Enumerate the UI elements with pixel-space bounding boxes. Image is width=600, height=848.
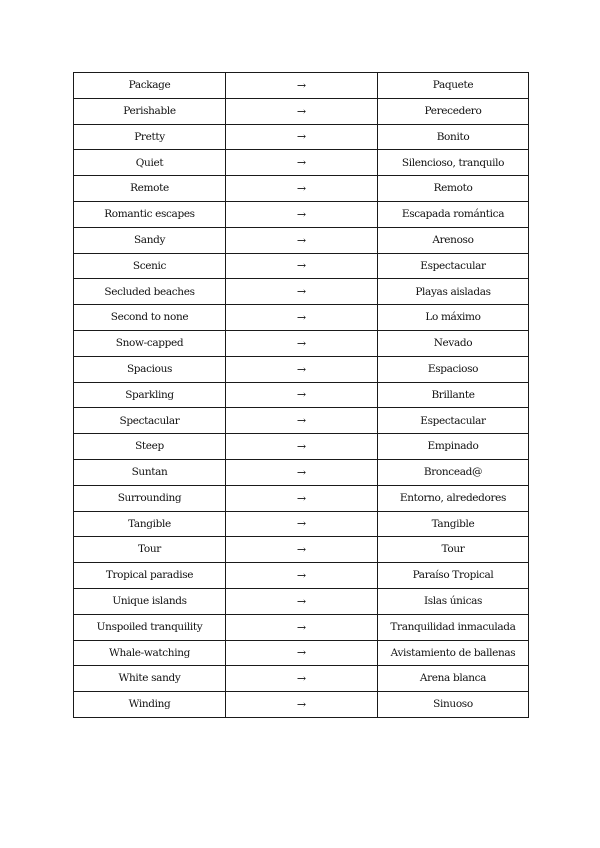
english-term: Scenic	[74, 253, 226, 279]
table-row	[74, 305, 529, 331]
spanish-translation: Avistamiento de ballenas	[378, 640, 529, 666]
arrow-icon: →	[226, 176, 378, 202]
english-term: Sparkling	[74, 382, 226, 408]
table-row	[74, 640, 529, 666]
spanish-translation: Playas aisladas	[378, 279, 529, 305]
arrow-icon: →	[226, 692, 378, 718]
vocabulary-table	[73, 72, 529, 718]
spanish-translation: Nevado	[378, 330, 529, 356]
spanish-translation: Paraíso Tropical	[378, 563, 529, 589]
english-term: Pretty	[74, 124, 226, 150]
table-row	[74, 692, 529, 718]
arrow-icon: →	[226, 511, 378, 537]
spanish-translation: Bonito	[378, 124, 529, 150]
english-term: Unique islands	[74, 588, 226, 614]
spanish-translation: Perecedero	[378, 98, 529, 124]
spanish-translation: Broncead@	[378, 459, 529, 485]
table-row	[74, 279, 529, 305]
english-term: White sandy	[74, 666, 226, 692]
table-row	[74, 73, 529, 99]
arrow-icon: →	[226, 434, 378, 460]
english-term: Steep	[74, 434, 226, 460]
table-row	[74, 537, 529, 563]
english-term: Snow-capped	[74, 330, 226, 356]
spanish-translation: Entorno, alrededores	[378, 485, 529, 511]
spanish-translation: Islas únicas	[378, 588, 529, 614]
table-row	[74, 356, 529, 382]
spanish-translation: Lo máximo	[378, 305, 529, 331]
english-term: Winding	[74, 692, 226, 718]
english-term: Remote	[74, 176, 226, 202]
english-term: Tour	[74, 537, 226, 563]
table-row	[74, 434, 529, 460]
arrow-icon: →	[226, 666, 378, 692]
arrow-icon: →	[226, 227, 378, 253]
table-row	[74, 614, 529, 640]
english-term: Whale-watching	[74, 640, 226, 666]
arrow-icon: →	[226, 459, 378, 485]
table-row	[74, 150, 529, 176]
spanish-translation: Espectacular	[378, 408, 529, 434]
table-row	[74, 563, 529, 589]
spanish-translation: Sinuoso	[378, 692, 529, 718]
arrow-icon: →	[226, 537, 378, 563]
spanish-translation: Paquete	[378, 73, 529, 99]
vocabulary-table-body	[74, 73, 529, 718]
spanish-translation: Arena blanca	[378, 666, 529, 692]
spanish-translation: Espacioso	[378, 356, 529, 382]
english-term: Spacious	[74, 356, 226, 382]
arrow-icon: →	[226, 382, 378, 408]
table-row	[74, 253, 529, 279]
table-row	[74, 511, 529, 537]
arrow-icon: →	[226, 305, 378, 331]
arrow-icon: →	[226, 485, 378, 511]
english-term: Perishable	[74, 98, 226, 124]
english-term: Suntan	[74, 459, 226, 485]
table-row	[74, 176, 529, 202]
arrow-icon: →	[226, 124, 378, 150]
table-row	[74, 201, 529, 227]
arrow-icon: →	[226, 150, 378, 176]
english-term: Romantic escapes	[74, 201, 226, 227]
table-row	[74, 124, 529, 150]
english-term: Second to none	[74, 305, 226, 331]
table-row	[74, 485, 529, 511]
english-term: Package	[74, 73, 226, 99]
table-row	[74, 227, 529, 253]
spanish-translation: Brillante	[378, 382, 529, 408]
english-term: Sandy	[74, 227, 226, 253]
table-row	[74, 588, 529, 614]
spanish-translation: Tour	[378, 537, 529, 563]
arrow-icon: →	[226, 330, 378, 356]
table-row	[74, 382, 529, 408]
arrow-icon: →	[226, 356, 378, 382]
spanish-translation: Remoto	[378, 176, 529, 202]
table-row	[74, 666, 529, 692]
english-term: Secluded beaches	[74, 279, 226, 305]
arrow-icon: →	[226, 408, 378, 434]
arrow-icon: →	[226, 73, 378, 99]
english-term: Unspoiled tranquility	[74, 614, 226, 640]
spanish-translation: Empinado	[378, 434, 529, 460]
arrow-icon: →	[226, 640, 378, 666]
table-row	[74, 408, 529, 434]
table-row	[74, 459, 529, 485]
arrow-icon: →	[226, 201, 378, 227]
table-row	[74, 330, 529, 356]
spanish-translation: Escapada romántica	[378, 201, 529, 227]
english-term: Tropical paradise	[74, 563, 226, 589]
spanish-translation: Silencioso, tranquilo	[378, 150, 529, 176]
spanish-translation: Espectacular	[378, 253, 529, 279]
english-term: Quiet	[74, 150, 226, 176]
spanish-translation: Arenoso	[378, 227, 529, 253]
table-row	[74, 98, 529, 124]
english-term: Spectacular	[74, 408, 226, 434]
arrow-icon: →	[226, 98, 378, 124]
english-term: Tangible	[74, 511, 226, 537]
spanish-translation: Tranquilidad inmaculada	[378, 614, 529, 640]
arrow-icon: →	[226, 279, 378, 305]
english-term: Surrounding	[74, 485, 226, 511]
arrow-icon: →	[226, 614, 378, 640]
arrow-icon: →	[226, 563, 378, 589]
spanish-translation: Tangible	[378, 511, 529, 537]
arrow-icon: →	[226, 588, 378, 614]
arrow-icon: →	[226, 253, 378, 279]
